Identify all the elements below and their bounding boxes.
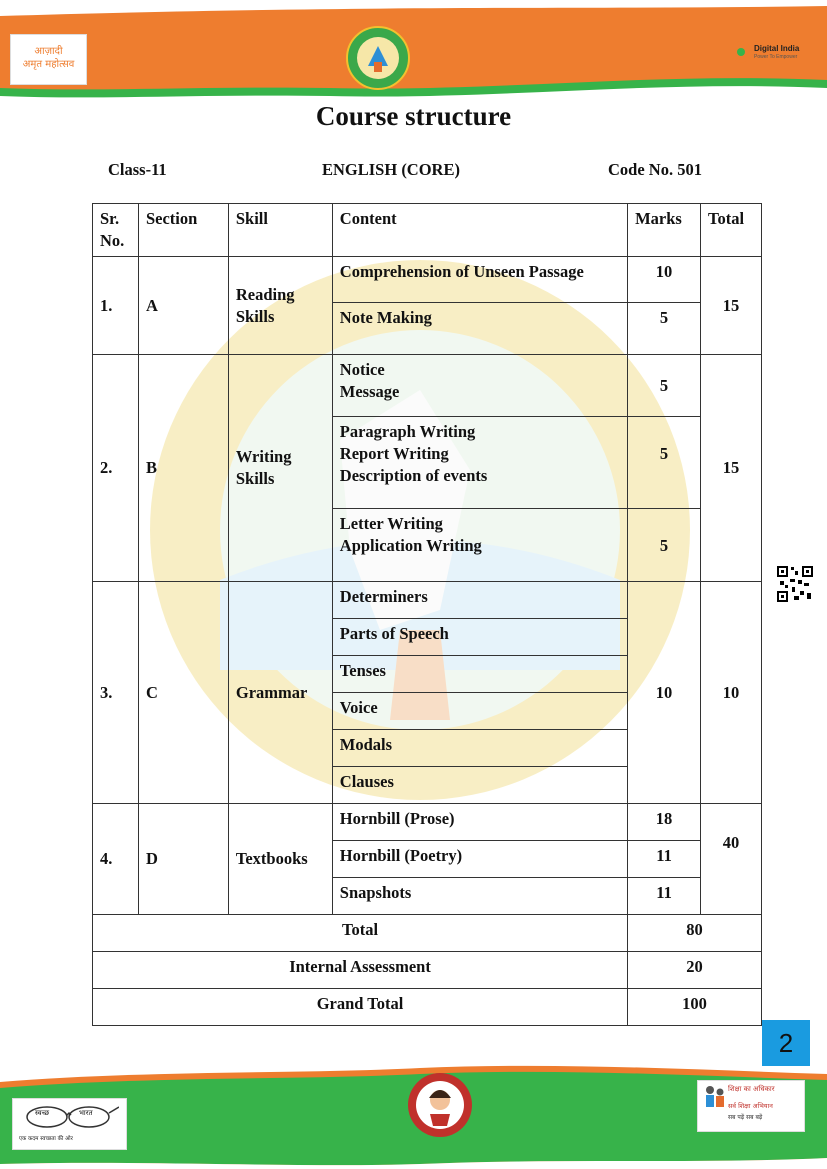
header-content: Content — [332, 204, 627, 257]
header-skill: Skill — [228, 204, 332, 257]
content-cell: Determiners — [332, 582, 627, 619]
content-cell: Clauses — [332, 767, 627, 804]
sr-cell: 2. — [93, 355, 139, 582]
summary-label: Total — [93, 915, 628, 952]
table-row — [93, 257, 762, 303]
page-title: Course structure — [315, 101, 512, 131]
marks-cell: 5 — [628, 509, 701, 582]
swachh-bharat-logo: स्वच्छ भारत एक कदम स्वच्छता की ओर — [12, 1098, 127, 1150]
total-cell: 40 — [701, 804, 762, 915]
summary-label: Internal Assessment — [93, 952, 628, 989]
table-header-row — [93, 204, 762, 257]
page-number: 2 — [762, 1020, 810, 1066]
content-cell: Note Making — [332, 303, 627, 355]
table-row — [93, 355, 762, 417]
section-cell: D — [138, 804, 228, 915]
marks-cell: 11 — [628, 878, 701, 915]
header-marks: Marks — [628, 204, 701, 257]
content-cell: Hornbill (Poetry) — [332, 841, 627, 878]
header-sr: Sr. No. — [93, 204, 139, 257]
marks-cell: 5 — [628, 303, 701, 355]
summary-row-total — [93, 915, 762, 952]
table-row — [93, 804, 762, 841]
code-label: Code No. 501 — [608, 160, 702, 179]
marks-cell: 5 — [628, 355, 701, 417]
section-cell: C — [138, 582, 228, 804]
board-emblem-logo — [346, 26, 410, 90]
class-label: Class-11 — [108, 160, 167, 179]
summary-value: 100 — [628, 989, 762, 1026]
content-cell: Hornbill (Prose) — [332, 804, 627, 841]
content-cell: Parts of Speech — [332, 619, 627, 656]
content-cell: Notice Message — [332, 355, 627, 417]
sr-cell: 1. — [93, 257, 139, 355]
summary-row-internal — [93, 952, 762, 989]
content-cell: Tenses — [332, 656, 627, 693]
summary-value: 20 — [628, 952, 762, 989]
sr-cell: 4. — [93, 804, 139, 915]
children-icon — [702, 1084, 726, 1110]
header-banner — [0, 0, 827, 100]
spectacles-icon — [19, 1103, 119, 1129]
azadi-amrit-logo: आज़ादी अमृत महोत्सव — [10, 34, 87, 85]
sr-cell: 3. — [93, 582, 139, 804]
summary-row-grand-total — [93, 989, 762, 1026]
table-row — [93, 582, 762, 619]
summary-label: Grand Total — [93, 989, 628, 1026]
marks-cell: 10 — [628, 582, 701, 804]
total-cell: 15 — [701, 355, 762, 582]
total-cell: 15 — [701, 257, 762, 355]
header-section: Section — [138, 204, 228, 257]
summary-value: 80 — [628, 915, 762, 952]
marks-cell: 10 — [628, 257, 701, 303]
content-cell: Snapshots — [332, 878, 627, 915]
content-cell: Modals — [332, 730, 627, 767]
skill-cell: Textbooks — [228, 804, 332, 915]
marks-cell: 11 — [628, 841, 701, 878]
skill-cell: Grammar — [228, 582, 332, 804]
content-cell: Letter Writing Application Writing — [332, 509, 627, 582]
content-cell: Comprehension of Unseen Passage — [332, 257, 627, 303]
shiksha-ka-adhikar-logo: शिक्षा का अधिकार सर्व शिक्षा अभियान सब पढ़ें सब बढ़ें — [697, 1080, 805, 1132]
total-cell: 10 — [701, 582, 762, 804]
marks-cell: 18 — [628, 804, 701, 841]
marks-cell: 5 — [628, 417, 701, 509]
digital-india-icon — [730, 40, 752, 64]
content-cell: Paragraph Writing Report Writing Description of events — [332, 417, 627, 509]
content-cell: Voice — [332, 693, 627, 730]
qr-code — [776, 565, 814, 603]
skill-cell: Reading Skills — [228, 257, 332, 355]
digital-india-logo: Digital India Power To Empower — [730, 38, 800, 68]
section-cell: A — [138, 257, 228, 355]
header-total: Total — [701, 204, 762, 257]
section-cell: B — [138, 355, 228, 582]
course-structure-table — [92, 203, 762, 1026]
subject-label: ENGLISH (CORE) — [322, 160, 460, 179]
skill-cell: Writing Skills — [228, 355, 332, 582]
beti-bachao-logo — [407, 1072, 473, 1138]
